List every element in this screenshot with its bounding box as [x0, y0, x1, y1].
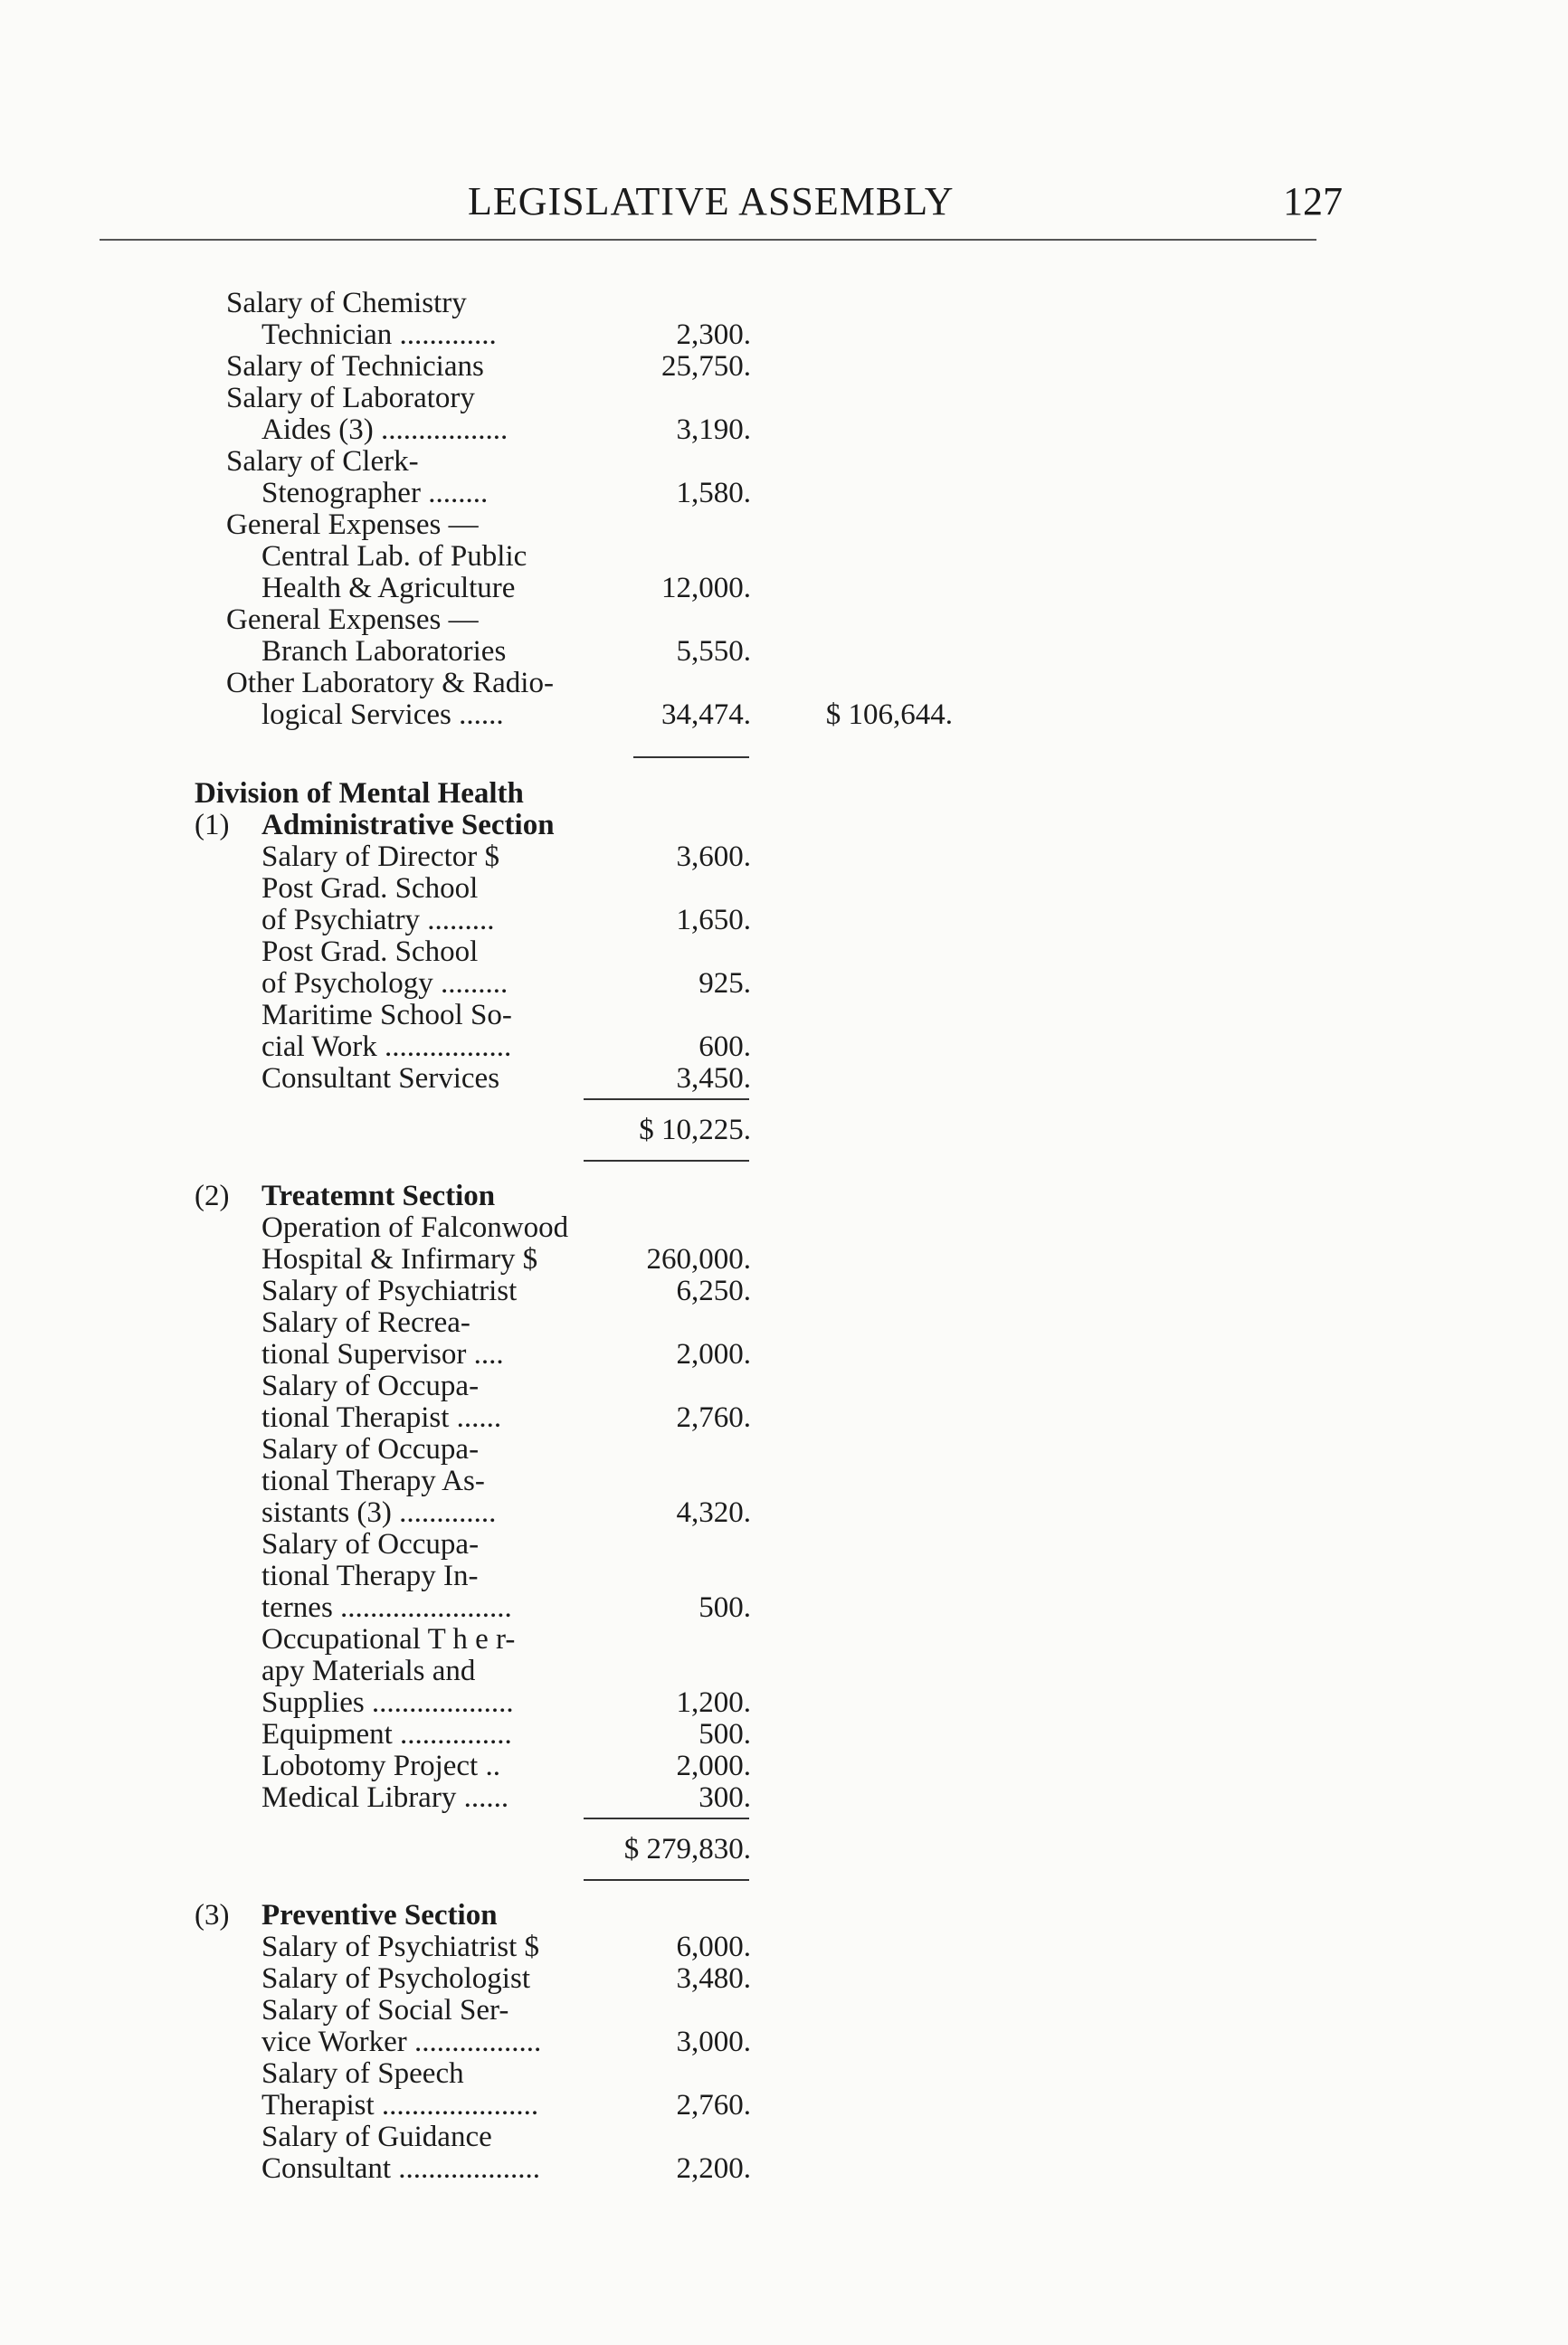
running-head-title: LEGISLATIVE ASSEMBLY: [468, 179, 955, 223]
page-number: 127: [1283, 179, 1343, 223]
treatment-line-amount: 300.: [698, 1781, 751, 1814]
admin-line-label: Consultant Services: [261, 1062, 500, 1095]
admin-line-amount: 1,650.: [676, 904, 751, 936]
treatment-line-label: Supplies ...................: [261, 1686, 514, 1719]
header-rule: [100, 239, 1316, 241]
admin-line-label: of Psychiatry .........: [261, 904, 495, 936]
treatment-line-label: Salary of Psychiatrist: [261, 1275, 518, 1307]
preventive-line-label: Salary of Speech: [261, 2057, 464, 2090]
treatment-subtotal-rule-bottom: [584, 1879, 749, 1881]
treatment-line-label: Occupational T h e r-: [261, 1623, 516, 1656]
preventive-line-amount: 2,200.: [676, 2152, 751, 2185]
admin-line-label: of Psychology .........: [261, 967, 508, 1000]
lab-grand-total: $ 106,644.: [825, 698, 953, 731]
lab-line-label: General Expenses —: [226, 508, 479, 541]
admin-heading: Administrative Section: [261, 809, 555, 841]
treatment-line-amount: 6,250.: [676, 1275, 751, 1307]
preventive-number: (3): [195, 1899, 230, 1932]
preventive-line-amount: 3,000.: [676, 2026, 751, 2058]
preventive-line-label: vice Worker .................: [261, 2026, 542, 2058]
admin-line-label: Maritime School So-: [261, 999, 512, 1031]
admin-line-amount: 925.: [698, 967, 751, 1000]
treatment-line-amount: 500.: [698, 1718, 751, 1751]
admin-line-amount: 3,600.: [676, 840, 751, 873]
treatment-heading: Treatemnt Section: [261, 1180, 496, 1212]
lab-line-label: Health & Agriculture: [261, 572, 516, 604]
lab-line-label: Technician .............: [261, 318, 497, 351]
lab-line-label: Salary of Chemistry: [226, 287, 467, 319]
preventive-line-amount: 3,480.: [676, 1962, 751, 1995]
page-header: [0, 0, 1568, 262]
admin-line-label: Post Grad. School: [261, 872, 479, 905]
treatment-line-label: Salary of Occupa-: [261, 1433, 480, 1466]
lab-line-label: Salary of Clerk-: [226, 445, 419, 478]
treatment-line-label: Equipment ...............: [261, 1718, 512, 1751]
preventive-line-label: Consultant ...................: [261, 2152, 541, 2185]
division-title: Division of Mental Health: [195, 777, 524, 810]
preventive-line-amount: 2,760.: [676, 2089, 751, 2122]
treatment-number: (2): [195, 1180, 230, 1212]
admin-number: (1): [195, 809, 230, 841]
lab-line-amount: 3,190.: [676, 413, 751, 446]
lab-line-amount: 5,550.: [676, 635, 751, 668]
preventive-line-label: Therapist .....................: [261, 2089, 539, 2122]
treatment-line-amount: 2,000.: [676, 1338, 751, 1371]
admin-subtotal-rule-top: [584, 1098, 749, 1100]
treatment-line-label: Salary of Occupa-: [261, 1528, 480, 1561]
treatment-line-amount: 500.: [698, 1591, 751, 1624]
treatment-line-label: Salary of Occupa-: [261, 1370, 480, 1402]
treatment-line-label: tional Therapist ......: [261, 1401, 502, 1434]
preventive-line-label: Salary of Social Ser-: [261, 1994, 509, 2027]
treatment-line-amount: 4,320.: [676, 1496, 751, 1529]
section-rule: [633, 756, 749, 758]
admin-line-amount: 600.: [698, 1030, 751, 1063]
treatment-line-label: tional Supervisor ....: [261, 1338, 504, 1371]
treatment-subtotal: $ 279,830.: [623, 1833, 751, 1866]
admin-subtotal-rule-bottom: [584, 1160, 749, 1162]
admin-line-label: Salary of Director $: [261, 840, 499, 873]
treatment-line-label: Hospital & Infirmary $: [261, 1243, 538, 1276]
lab-line-label: Salary of Laboratory: [226, 382, 475, 414]
lab-line-amount: 1,580.: [676, 477, 751, 509]
preventive-line-label: Salary of Psychologist: [261, 1962, 530, 1995]
lab-line-amount: 34,474.: [661, 698, 751, 731]
lab-line-label: Salary of Technicians: [226, 350, 484, 383]
lab-line-amount: 25,750.: [661, 350, 751, 383]
treatment-line-label: Lobotomy Project ..: [261, 1750, 500, 1782]
treatment-line-amount: 2,000.: [676, 1750, 751, 1782]
lab-line-label: Central Lab. of Public: [261, 540, 527, 573]
treatment-line-label: tional Therapy As-: [261, 1465, 485, 1497]
preventive-line-amount: 6,000.: [676, 1931, 751, 1963]
preventive-heading: Preventive Section: [261, 1899, 498, 1932]
treatment-line-label: ternes .......................: [261, 1591, 512, 1624]
lab-line-label: Other Laboratory & Radio-: [226, 667, 554, 699]
treatment-line-label: Medical Library ......: [261, 1781, 509, 1814]
treatment-line-amount: 260,000.: [646, 1243, 751, 1276]
treatment-line-label: Operation of Falconwood: [261, 1211, 569, 1244]
preventive-line-label: Salary of Guidance: [261, 2121, 492, 2153]
lab-line-amount: 2,300.: [676, 318, 751, 351]
lab-line-amount: 12,000.: [661, 572, 751, 604]
treatment-line-label: sistants (3) .............: [261, 1496, 497, 1529]
treatment-line-label: apy Materials and: [261, 1655, 476, 1687]
treatment-line-label: tional Therapy In-: [261, 1560, 479, 1592]
lab-line-label: General Expenses —: [226, 603, 479, 636]
lab-line-label: Stenographer ........: [261, 477, 489, 509]
lab-line-label: Branch Laboratories: [261, 635, 507, 668]
treatment-line-amount: 2,760.: [676, 1401, 751, 1434]
lab-line-label: Aides (3) .................: [261, 413, 508, 446]
admin-line-label: Post Grad. School: [261, 935, 479, 968]
treatment-subtotal-rule-top: [584, 1818, 749, 1819]
admin-subtotal: $ 10,225.: [639, 1114, 751, 1146]
treatment-line-amount: 1,200.: [676, 1686, 751, 1719]
lab-line-label: logical Services ......: [261, 698, 504, 731]
preventive-line-label: Salary of Psychiatrist $: [261, 1931, 540, 1963]
admin-line-label: cial Work .................: [261, 1030, 512, 1063]
treatment-line-label: Salary of Recrea-: [261, 1306, 470, 1339]
admin-line-amount: 3,450.: [676, 1062, 751, 1095]
